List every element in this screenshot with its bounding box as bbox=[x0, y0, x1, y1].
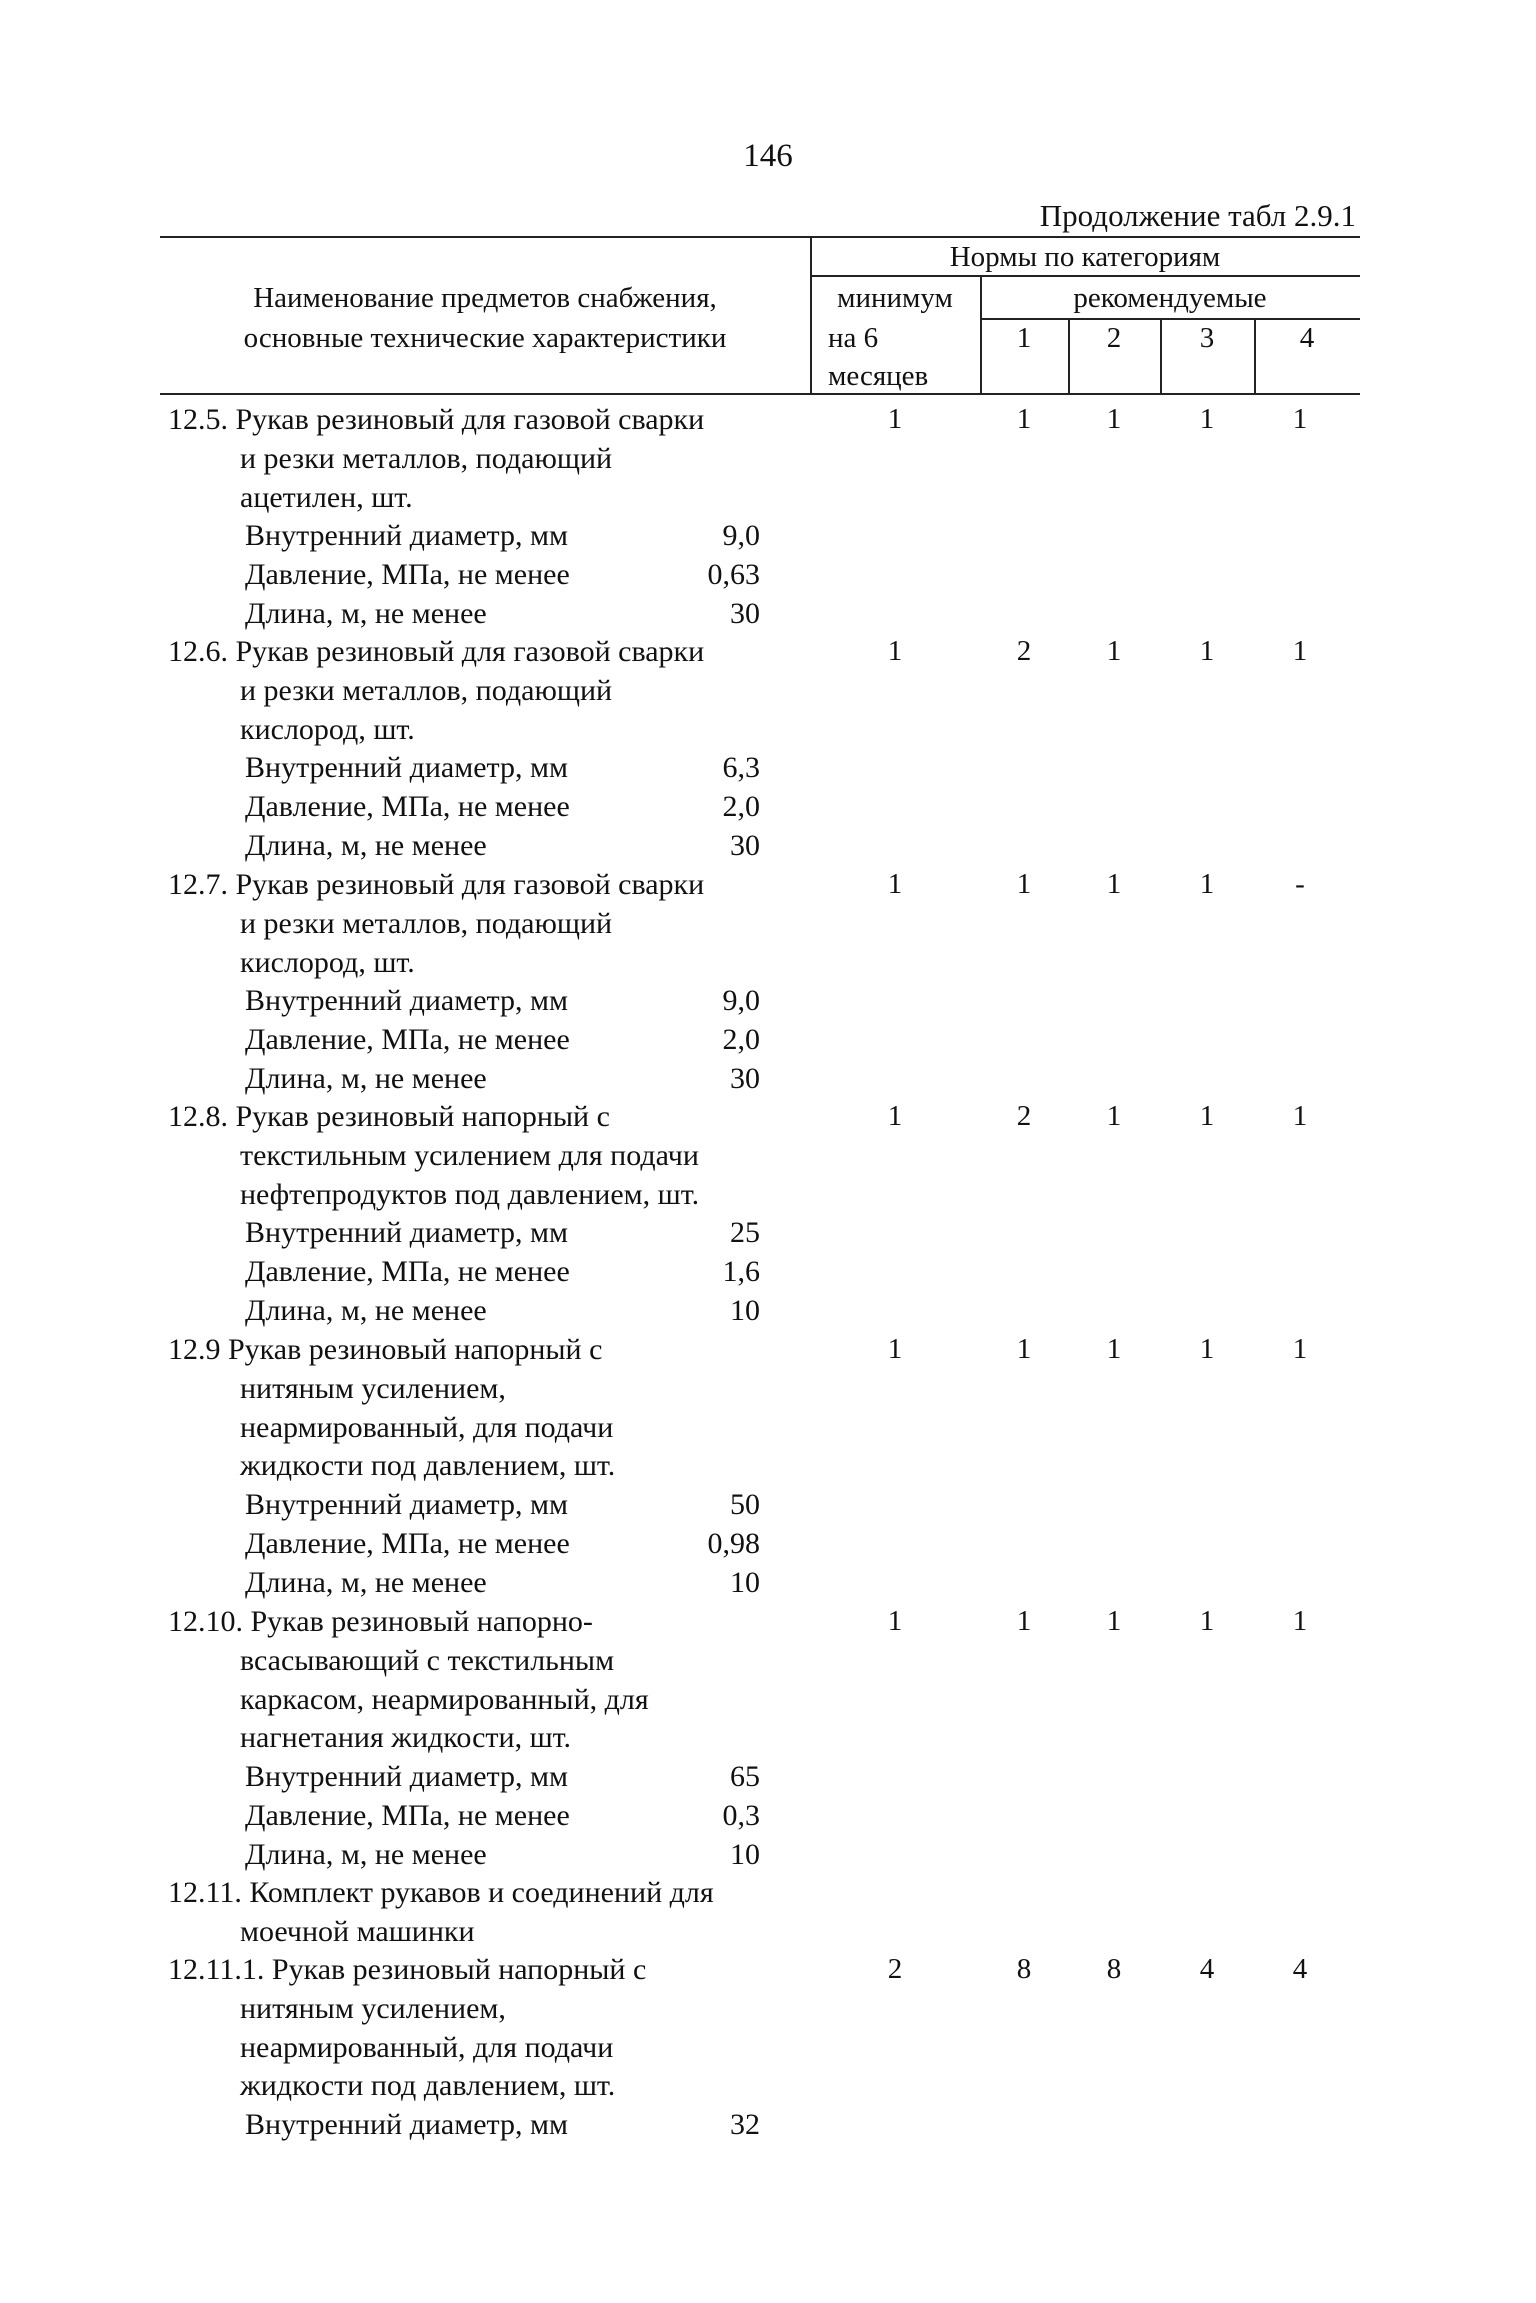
spec-label: Давление, МПа, не менее bbox=[245, 1023, 570, 1057]
spec-label: Внутренний диаметр, мм bbox=[245, 751, 568, 785]
spec-value: 0,3 bbox=[722, 1799, 760, 1832]
item-title-line: нитяным усилением, bbox=[240, 1371, 506, 1405]
min-norm-value: 1 bbox=[887, 1605, 903, 1637]
spec-label: Давление, МПа, не менее bbox=[245, 790, 570, 824]
spec-value: 32 bbox=[730, 2108, 760, 2142]
item-title-line: нагнетания жидкости, шт. bbox=[240, 1721, 572, 1755]
min-norm-value: 2 bbox=[887, 1953, 903, 1985]
header-bottom-rule bbox=[160, 393, 1360, 395]
spec-label: Давление, МПа, не менее bbox=[245, 558, 570, 592]
item-title-line: 12.9 Рукав резиновый напорный с bbox=[168, 1333, 603, 1366]
item-title-line: кислород, шт. bbox=[240, 945, 415, 979]
spec-value: 10 bbox=[730, 1565, 760, 1599]
category-norm-value: 2 bbox=[1016, 1100, 1032, 1132]
spec-label: Длина, м, не менее bbox=[245, 1294, 487, 1327]
category-norm-value: 1 bbox=[1199, 868, 1215, 900]
spec-value: 10 bbox=[730, 1837, 760, 1871]
item-title-line: 12.5. Рукав резиновый для газовой сварки bbox=[168, 403, 705, 436]
item-title-line: жидкости под давлением, шт. bbox=[240, 2069, 616, 2103]
spec-label: Длина, м, не менее bbox=[245, 597, 487, 630]
category-norm-value: 1 bbox=[1016, 1605, 1032, 1637]
spec-label: Внутренний диаметр, мм bbox=[245, 1216, 568, 1250]
item-title-line: и резки металлов, подающий bbox=[240, 441, 613, 475]
spec-value: 65 bbox=[730, 1760, 760, 1794]
category-norm-value: 1 bbox=[1016, 868, 1032, 900]
item-title-line: неармированный, для подачи bbox=[240, 1410, 614, 1444]
table-continuation-label: Продолжение табл 2.9.1 bbox=[1039, 198, 1356, 233]
page-number: 146 bbox=[743, 138, 793, 174]
spec-label: Давление, МПа, не менее bbox=[245, 1255, 570, 1289]
header-name-line-2: основные технические характеристики bbox=[243, 322, 727, 354]
header-cat-4: 4 bbox=[1299, 322, 1315, 354]
item-title-line: 12.6. Рукав резиновый для газовой сварки bbox=[168, 635, 705, 668]
category-norm-value: 1 bbox=[1292, 635, 1308, 667]
header-cat-3: 3 bbox=[1199, 322, 1215, 354]
category-norm-value: 2 bbox=[1016, 635, 1032, 667]
category-norm-value: 1 bbox=[1292, 1605, 1308, 1637]
item-title-line: 12.8. Рукав резиновый напорный с bbox=[168, 1100, 610, 1133]
spec-label: Длина, м, не менее bbox=[245, 1837, 487, 1871]
header-min-line-1: минимум bbox=[837, 282, 953, 314]
recommended-rule bbox=[980, 318, 1360, 320]
item-title-line: 12.10. Рукав резиновый напорно- bbox=[168, 1605, 593, 1638]
item-title-line: нефтепродуктов под давлением, шт. bbox=[240, 1177, 700, 1211]
header-recommended: рекомендуемые bbox=[1073, 282, 1267, 314]
header-norms: Нормы по категориям bbox=[949, 241, 1221, 273]
spec-value: 50 bbox=[730, 1488, 760, 1522]
spec-value: 9,0 bbox=[722, 984, 760, 1018]
category-norm-value: 1 bbox=[1292, 1333, 1308, 1365]
category-norm-value: 1 bbox=[1106, 403, 1122, 435]
category-norm-value: 1 bbox=[1106, 1605, 1122, 1637]
category-norm-value: 1 bbox=[1199, 1100, 1215, 1132]
header-min-line-3: месяцев bbox=[828, 360, 929, 392]
spec-label: Длина, м, не менее bbox=[245, 1565, 487, 1599]
item-title-line: жидкости под давлением, шт. bbox=[240, 1449, 616, 1483]
category-norm-value: 8 bbox=[1016, 1953, 1032, 1985]
category-norm-value: 8 bbox=[1106, 1953, 1122, 1985]
category-norm-value: 1 bbox=[1199, 1605, 1215, 1637]
min-norm-value: 1 bbox=[887, 403, 903, 435]
spec-label: Длина, м, не менее bbox=[245, 1062, 487, 1095]
spec-value: 30 bbox=[730, 829, 760, 862]
min-norm-value: 1 bbox=[887, 1333, 903, 1365]
spec-label: Давление, МПа, не менее bbox=[245, 1799, 570, 1832]
item-title-line: кислород, шт. bbox=[240, 712, 415, 746]
item-title-line: неармированный, для подачи bbox=[240, 2030, 614, 2064]
item-title-line: текстильным усилением для подачи bbox=[240, 1138, 699, 1172]
category-norm-value: 1 bbox=[1199, 1333, 1215, 1365]
item-title-line: 12.11.1. Рукав резиновый напорный с bbox=[168, 1953, 647, 1986]
header-name-line-1: Наименование предметов снабжения, bbox=[253, 282, 717, 314]
spec-value: 30 bbox=[730, 597, 760, 630]
min-norm-value: 1 bbox=[887, 868, 903, 900]
header-min-line-2: на 6 bbox=[828, 322, 879, 354]
item-title-line: каркасом, неармированный, для bbox=[240, 1682, 649, 1716]
item-title-line: нитяным усилением, bbox=[240, 1991, 506, 2025]
norms-rule bbox=[810, 275, 1360, 277]
spec-label: Внутренний диаметр, мм bbox=[245, 1760, 568, 1794]
category-norm-value: 1 bbox=[1106, 1100, 1122, 1132]
item-title-line: всасывающий с текстильным bbox=[240, 1643, 615, 1677]
item-title-line: и резки металлов, подающий bbox=[240, 673, 613, 707]
header-top-rule bbox=[160, 236, 1360, 238]
category-norm-value: 1 bbox=[1292, 403, 1308, 435]
spec-value: 2,0 bbox=[722, 790, 760, 824]
spec-value: 25 bbox=[730, 1216, 760, 1250]
spec-value: 10 bbox=[730, 1294, 760, 1327]
spec-label: Внутренний диаметр, мм bbox=[245, 2108, 568, 2142]
category-norm-value: - bbox=[1295, 868, 1305, 900]
category-norm-value: 1 bbox=[1016, 403, 1032, 435]
item-title-line: 12.11. Комплект рукавов и соединений для bbox=[168, 1876, 714, 1909]
category-norm-value: 1 bbox=[1106, 1333, 1122, 1365]
header-cat-2: 2 bbox=[1106, 322, 1122, 354]
category-norm-value: 1 bbox=[1016, 1333, 1032, 1365]
spec-label: Внутренний диаметр, мм bbox=[245, 984, 568, 1018]
spec-label: Длина, м, не менее bbox=[245, 829, 487, 862]
spec-value: 9,0 bbox=[722, 519, 760, 553]
item-title-line: моечной машинки bbox=[240, 1914, 475, 1948]
category-norm-value: 1 bbox=[1106, 635, 1122, 667]
min-norm-value: 1 bbox=[887, 1100, 903, 1132]
spec-label: Внутренний диаметр, мм bbox=[245, 1488, 568, 1522]
spec-value: 0,98 bbox=[707, 1527, 760, 1560]
category-norm-value: 1 bbox=[1199, 403, 1215, 435]
spec-value: 0,63 bbox=[707, 558, 760, 592]
category-norm-value: 1 bbox=[1106, 868, 1122, 900]
item-title-line: 12.7. Рукав резиновый для газовой сварки bbox=[168, 868, 705, 901]
spec-label: Давление, МПа, не менее bbox=[245, 1527, 570, 1560]
header-cat-1: 1 bbox=[1016, 322, 1032, 354]
spec-value: 30 bbox=[730, 1062, 760, 1095]
spec-value: 1,6 bbox=[722, 1255, 760, 1289]
category-norm-value: 4 bbox=[1199, 1953, 1215, 1985]
item-title-line: и резки металлов, подающий bbox=[240, 906, 613, 940]
category-norm-value: 1 bbox=[1292, 1100, 1308, 1132]
spec-value: 6,3 bbox=[722, 751, 760, 785]
category-norm-value: 4 bbox=[1292, 1953, 1308, 1985]
item-title-line: ацетилен, шт. bbox=[240, 480, 413, 514]
min-norm-value: 1 bbox=[887, 635, 903, 667]
category-norm-value: 1 bbox=[1199, 635, 1215, 667]
spec-value: 2,0 bbox=[722, 1023, 760, 1057]
spec-label: Внутренний диаметр, мм bbox=[245, 519, 568, 553]
